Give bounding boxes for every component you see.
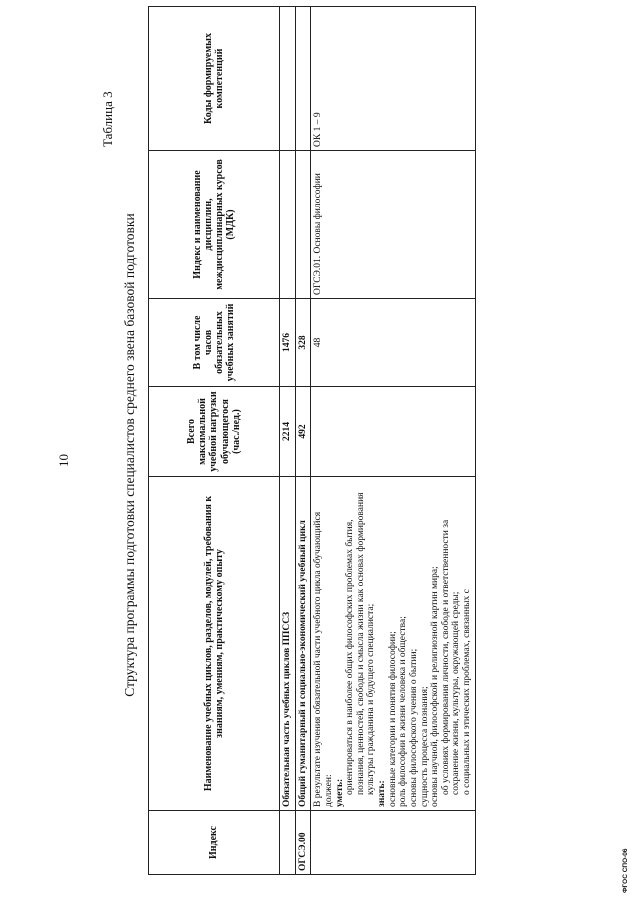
cell-competencies [295, 7, 311, 151]
cell-competencies: ОК 1 – 9 [311, 7, 475, 151]
cell-mandatory: 48 [311, 299, 475, 387]
header-index: Индекс [149, 811, 280, 875]
cell-name: Обязательная часть учебных циклов ППССЗ [280, 477, 296, 811]
znat-item: об условиях формирования личности, свободе и ответственности за сохранение жизни, культуры, окружающей среды; [440, 519, 462, 795]
cell-discipline [280, 151, 296, 299]
umet-label: уметь: [334, 778, 345, 807]
cell-index: ОГСЭ.00 [295, 811, 311, 875]
cell-mandatory: 328 [295, 299, 311, 387]
requirements-intro: В результате изучения обязательной части учебного цикла обучающийся должен: [313, 511, 334, 807]
table-label: Таблица 3 [100, 91, 115, 147]
footer-code: ФГОС СПО-06 [622, 848, 629, 893]
cell-discipline [295, 151, 311, 299]
header-mandatory: В том числе часов обязательных учебных занятий [149, 299, 280, 387]
table-row-ogse [295, 7, 311, 875]
header-total: Всего максимальной учебной нагрузки обучающегося (час./нед.) [149, 387, 280, 477]
document-title: Структура программы подготовки специалистов среднего звена базовой подготовки [122, 213, 137, 697]
cell-requirements [311, 477, 475, 811]
znat-label: знать: [377, 780, 387, 807]
cell-total: 492 [295, 387, 311, 477]
znat-item: основные категории и понятия философии; [387, 631, 398, 807]
table-row-obligatory [280, 7, 296, 875]
znat-item: основы научной, философской и религиозной картин мира; [430, 566, 441, 807]
cell-mandatory: 1476 [280, 299, 296, 387]
znat-item: о социальных и этических проблемах, связанных с [462, 589, 472, 795]
table-row-philosophy [311, 7, 475, 875]
znat-item: сущность процесса познания; [419, 686, 430, 807]
page-number: 10 [56, 454, 71, 467]
header-discipline: Индекс и наименование дисциплин, междисциплинарных курсов (МДК) [149, 151, 280, 299]
cell-index [280, 811, 296, 875]
cell-total [311, 387, 475, 477]
table-header-row [149, 7, 280, 875]
cell-total: 2214 [280, 387, 296, 477]
header-competencies: Коды формируемых компетенций [149, 7, 280, 151]
umet-item: ориентироваться в наиболее общих философских проблемах бытия, познания, ценностей, свободы и смысла жизни как основах формирования культуры гражданина и будущего специалиста; [345, 492, 377, 795]
cell-name: Общий гуманитарный и социально-экономический учебный цикл [295, 477, 311, 811]
znat-item: основы философского учения о бытии; [408, 648, 419, 807]
header-name: Наименование учебных циклов, разделов, модулей, требования к знаниям, умениям, практическому опыту [149, 477, 280, 811]
znat-item: роль философии в жизни человека и общества; [398, 616, 409, 807]
cell-index [311, 811, 475, 875]
structure-table [148, 6, 476, 875]
cell-competencies [280, 7, 296, 151]
cell-discipline: ОГСЭ.01. Основы философии [311, 151, 475, 299]
